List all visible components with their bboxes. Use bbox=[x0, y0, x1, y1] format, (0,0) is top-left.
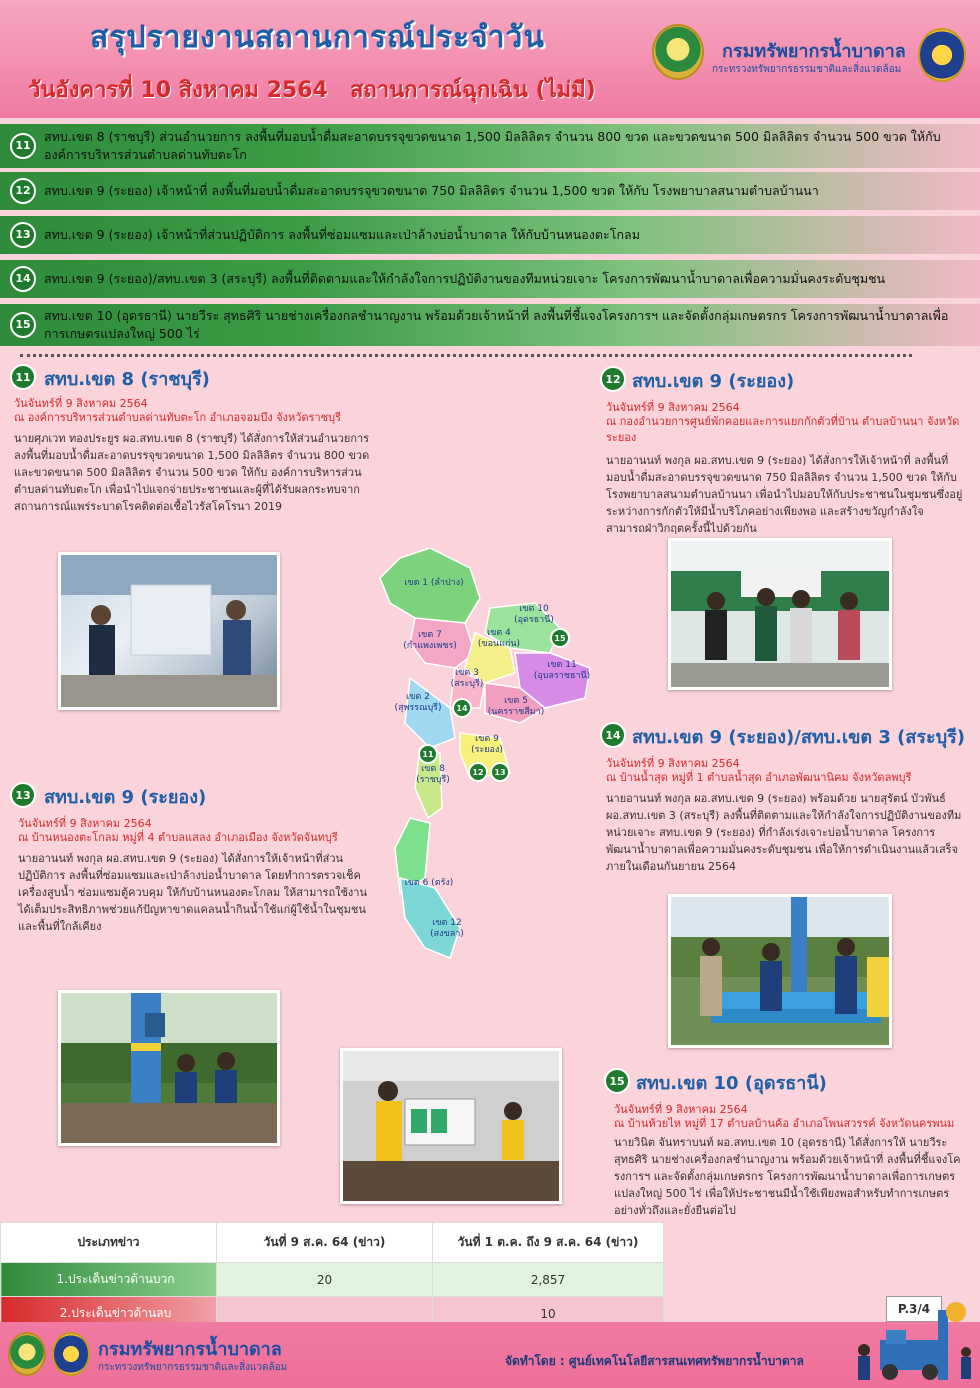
section-body-11: นายศุภเวท ทองประยูร ผอ.สทบ.เขต 8 (ราชบุรี) ได้สั่งการให้ส่วนอำนวยการ ลงพื้นที่มอบน้ำดื่มสะอาดบรรจุขวดขนาด 1,500 มิลลิลิตร จำนวน 800 ขวด และขวดขนาด 500 มิลลิลิตร จำนวน 500 ขวด ให้กับ องค์การบริหารส่วนตำบลด่านทับตะโก เพื่อนำไปแจกจ่ายประชาชนและผู้ที่ได้รับผลกระทบจากสถานการณ์แพร่ระบาดโรคติดต่อเชื้อไวรัสโคโรนา 2019 bbox=[14, 432, 370, 513]
dotted-divider bbox=[20, 354, 912, 357]
footer-department-name: กรมทรัพยากรน้ำบาดาล bbox=[98, 1339, 282, 1360]
bar-text: สทบ.เขต 9 (ระยอง) เจ้าหน้าที่ส่วนปฏิบัติการ ลงพื้นที่ซ่อมแซมและเป่าล้างบ่อน้ำบาดาล ให้กับบ้านหนองตะโกลม bbox=[44, 227, 640, 242]
page-number: P.3/4 bbox=[886, 1296, 942, 1322]
section-location-15: ณ บ้านห้วยไห หมู่ที่ 17 ตำบลบ้านค้อ อำเภอโพนสวรรค์ จังหวัดนครพนม bbox=[614, 1117, 955, 1130]
row-total-count: 2,857 bbox=[433, 1263, 664, 1297]
bar-text: สทบ.เขต 9 (ระยอง)/สทบ.เขต 3 (สระบุรี) ลงพื้นที่ติดตามและให้กำลังใจการปฏิบัติงานของทีมหน่วยเจาะ โครงการพัฒนาน้ำบาดาลเพื่อความมั่นคงระดับชุมชน bbox=[44, 271, 886, 286]
map-label-zone-5: เขต 5 (นครราชสีมา) bbox=[487, 696, 545, 717]
section-date-12: วันจันทร์ที่ 9 สิงหาคม 2564 bbox=[606, 401, 740, 414]
map-label-zone-9: เขต 9 (ระยอง) bbox=[471, 734, 503, 755]
map-label-zone-6: เขต 6 (ตรัง) bbox=[404, 878, 454, 888]
photo-well-repair bbox=[58, 990, 280, 1146]
map-marker-13: 13 bbox=[490, 762, 510, 782]
section-date-14: วันจันทร์ที่ 9 สิงหาคม 2564 bbox=[606, 757, 740, 770]
section-date-11: วันจันทร์ที่ 9 สิงหาคม 2564 bbox=[14, 397, 148, 410]
map-label-zone-1: เขต 1 (ลำปาง) bbox=[404, 578, 464, 588]
map-label-zone-3: เขต 3 (สระบุรี) bbox=[450, 668, 484, 689]
row-label: 1.ประเด็นข่าวด้านบวก bbox=[1, 1263, 217, 1297]
section-title-11: สทบ.เขต 8 (ราชบุรี) bbox=[44, 369, 210, 390]
drilling-rig-icon bbox=[850, 1300, 976, 1386]
section-body-15: นายวินิต จันทราบนท์ ผอ.สทบ.เขต 10 (อุดรธานี) ได้สั่งการให้ นายวีระ สุทธศิริ นายช่างเครื่องกลชำนาญงาน พร้อมด้วยเจ้าหน้าที่ ลงพื้นที่ชี้แจงโครงการฯ และจัดตั้งกลุ่มเกษตรกร โครงการพัฒนาน้ำบาดาลเพื่อการเกษตรแปลงใหญ่ 500 ไร่ เพื่อให้ประชาชนมีน้ำใช้เพียงพอสำหรับทำการเกษตรอย่างทั่วถึงและยั่งยืนต่อไป bbox=[614, 1136, 961, 1217]
section-location-12: ณ กองอำนวยการศูนย์พักคอยและการแยกกักตัวที่บ้าน ตำบลบ้านนา จังหวัดระยอง bbox=[606, 415, 960, 444]
emergency-status: สถานการณ์ฉุกเฉิน (ไม่มี) bbox=[350, 78, 596, 103]
row-label: 2.ประเด็นข่าวด้านลบ bbox=[1, 1297, 217, 1331]
bar-number: 14 bbox=[10, 266, 36, 292]
map-marker-12: 12 bbox=[468, 762, 488, 782]
map-marker-11: 11 bbox=[418, 744, 438, 764]
section-body-12: นายอานนท์ พงกุล ผอ.สทบ.เขต 9 (ระยอง) ได้สั่งการให้เจ้าหน้าที่ ลงพื้นที่มอบน้ำดื่มสะอาดบรรจุขวดขนาด 750 มิลลิลิตร จำนวน 1,500 ขวด ให้กับ โรงพยาบาลสนามตำบลบ้านนา เพื่อนำไปมอบให้กับประชาชนในชุมชนซึ่งอยู่ระหว่างการกักตัวให้มีน้ำบริโภคอย่างเพียงพอ และสร้างขวัญกำลังใจ สามารถฝ่าวิกฤตครั้งนี้ไปด้วยกัน bbox=[606, 454, 963, 535]
map-label-zone-10: เขต 10 (อุดรธานี) bbox=[514, 604, 554, 625]
summary-bar-11 bbox=[0, 124, 980, 168]
section-body-13: นายอานนท์ พงกุล ผอ.สทบ.เขต 9 (ระยอง) ได้สั่งการให้เจ้าหน้าที่ส่วนปฏิบัติการ ลงพื้นที่ซ่อมแซมและเป่าล้างบ่อน้ำบาดาล โดยทำการตรวจเช็คเครื่องสูบน้ำ ซ่อมแซมตู้ควบคุม ให้กับบ้านหนองตะโกลม ให้สามารถใช้งานได้เต็มประสิทธิภาพช่วยแก้ปัญหาขาดแคลนน้ำกินน้ำใช้แก่ผู้ใช้น้ำในชุมชนและพื้นที่ใกล้เคียง bbox=[18, 852, 368, 933]
map-label-zone-4: เขต 4 (ขอนแก่น) bbox=[477, 628, 521, 649]
footer-ministry-name: กระทรวงทรัพยากรธรรมชาติและสิ่งแวดล้อม bbox=[98, 1362, 288, 1373]
department-name: กรมทรัพยากรน้ำบาดาล bbox=[722, 41, 906, 62]
table-header-type: ประเภทข่าว bbox=[1, 1223, 217, 1263]
section-number-15: 15 bbox=[604, 1068, 630, 1094]
summary-bar-13 bbox=[0, 216, 980, 254]
map-label-zone-2: เขต 2 (สุพรรณบุรี) bbox=[394, 692, 442, 713]
section-title-14: สทบ.เขต 9 (ระยอง)/สทบ.เขต 3 (สระบุรี) bbox=[632, 727, 966, 748]
bar-text: สทบ.เขต 8 (ราชบุรี) ส่วนอำนวยการ ลงพื้นที่มอบน้ำดื่มสะอาดบรรจุขวดขนาด 1,500 มิลลิลิตร จำนวน 800 ขวด และขวดขนาด 500 มิลลิลิตร จำนวน 500 ขวด ให้กับองค์การบริหารส่วนตำบลด่านทับตะโก bbox=[44, 129, 941, 162]
section-body-14: นายอานนท์ พงกุล ผอ.สทบ.เขต 9 (ระยอง) พร้อมด้วย นายสุรัตน์ บัวพันธ์ ผอ.สทบ.เขต 3 (สระบุรี) ลงพื้นที่ติดตามและให้กำลังใจการปฏิบัติงานของทีมหน่วยเจาะ สทบ.เขต 9 (ระยอง) ที่กำลังเร่งเจาะบ่อน้ำบาดาล โครงการพัฒนาน้ำบาดาลเพื่อความมั่นคงระดับชุมชน เพื่อให้การดำเนินงานแล้วเสร็จภายในเดือนกันยายน 2564 bbox=[606, 792, 962, 873]
map-label-zone-12: เขต 12 (สงขลา) bbox=[430, 918, 464, 939]
section-location-11: ณ องค์การบริหารส่วนตำบลด่านทับตะโก อำเภอจอมบึง จังหวัดราชบุรี bbox=[14, 411, 342, 424]
summary-bar-12 bbox=[0, 172, 980, 210]
bar-number: 15 bbox=[10, 312, 36, 338]
page-title: สรุปรายงานสถานการณ์ประจำวัน bbox=[90, 20, 545, 55]
section-number-13: 13 bbox=[10, 782, 36, 808]
table-row-positive bbox=[1, 1263, 664, 1297]
photo-farmer-meeting bbox=[340, 1048, 562, 1204]
bar-number: 11 bbox=[10, 133, 36, 159]
section-title-15: สทบ.เขต 10 (อุดรธานี) bbox=[636, 1073, 827, 1094]
ministry-name: กระทรวงทรัพยากรธรรมชาติและสิ่งแวดล้อม bbox=[712, 64, 902, 75]
section-title-13: สทบ.เขต 9 (ระยอง) bbox=[44, 787, 207, 808]
section-date-13: วันจันทร์ที่ 9 สิงหาคม 2564 bbox=[18, 817, 152, 830]
footer-ministry-seal-icon bbox=[52, 1332, 90, 1376]
map-marker-14: 14 bbox=[452, 698, 472, 718]
bar-number: 13 bbox=[10, 222, 36, 248]
map-label-zone-8: เขต 8 (ราชบุรี) bbox=[416, 764, 450, 785]
thailand-zone-map bbox=[370, 548, 598, 968]
section-location-14: ณ บ้านน้ำสุด หมู่ที่ 1 ตำบลน้ำสุด อำเภอพัฒนานิคม จังหวัดลพบุรี bbox=[606, 771, 912, 784]
bar-number: 12 bbox=[10, 178, 36, 204]
report-date: วันอังคารที่ 10 สิงหาคม 2564 bbox=[28, 78, 328, 103]
map-label-zone-11: เขต 11 (อุบลราชธานี) bbox=[533, 660, 591, 681]
bar-text: สทบ.เขต 10 (อุดรธานี) นายวีระ สุทธศิริ นายช่างเครื่องกลชำนาญงาน พร้อมด้วยเจ้าหน้าที่ ลงพื้นที่ชี้แจงโครงการฯ และจัดตั้งกลุ่มเกษตรกร โครงการพัฒนาน้ำบาดาลเพื่อการเกษตรแปลงใหญ่ 500 ไร่ bbox=[44, 308, 949, 341]
ministry-seal-icon bbox=[918, 28, 966, 82]
summary-bar-14 bbox=[0, 260, 980, 298]
table-header-total: วันที่ 1 ต.ค. ถึง 9 ส.ค. 64 (ข่าว) bbox=[433, 1223, 664, 1263]
section-date-15: วันจันทร์ที่ 9 สิงหาคม 2564 bbox=[614, 1103, 748, 1116]
summary-bar-15 bbox=[0, 304, 980, 346]
map-label-zone-7: เขต 7 (กำแพงเพชร) bbox=[403, 630, 457, 651]
bar-text: สทบ.เขต 9 (ระยอง) เจ้าหน้าที่ ลงพื้นที่มอบน้ำดื่มสะอาดบรรจุขวดขนาด 750 มิลลิลิตร จำนวน 1,500 ขวด ให้กับ โรงพยาบาลสนามตำบลบ้านนา bbox=[44, 183, 819, 198]
photo-water-delivery bbox=[58, 552, 280, 710]
section-location-13: ณ บ้านหนองตะโกลม หมู่ที่ 4 ตำบลแสลง อำเภอเมือง จังหวัดจันทบุรี bbox=[18, 831, 338, 844]
row-day-count: 20 bbox=[217, 1263, 433, 1297]
row-total-count: 10 bbox=[433, 1297, 664, 1331]
section-number-14: 14 bbox=[600, 722, 626, 748]
footer-department-seal-icon bbox=[8, 1332, 46, 1376]
table-header-day: วันที่ 9 ส.ค. 64 (ข่าว) bbox=[217, 1223, 433, 1263]
footer-credit: จัดทำโดย : ศูนย์เทคโนโลยีสารสนเทศทรัพยากรน้ำบาดาล bbox=[505, 1354, 804, 1368]
photo-drilling-team bbox=[668, 894, 892, 1048]
photo-water-handover bbox=[668, 538, 892, 690]
section-number-11: 11 bbox=[10, 364, 36, 390]
section-number-12: 12 bbox=[600, 366, 626, 392]
department-seal-icon bbox=[652, 24, 704, 80]
news-stats-table bbox=[0, 1222, 664, 1331]
section-title-12: สทบ.เขต 9 (ระยอง) bbox=[632, 371, 795, 392]
map-marker-15: 15 bbox=[550, 628, 570, 648]
